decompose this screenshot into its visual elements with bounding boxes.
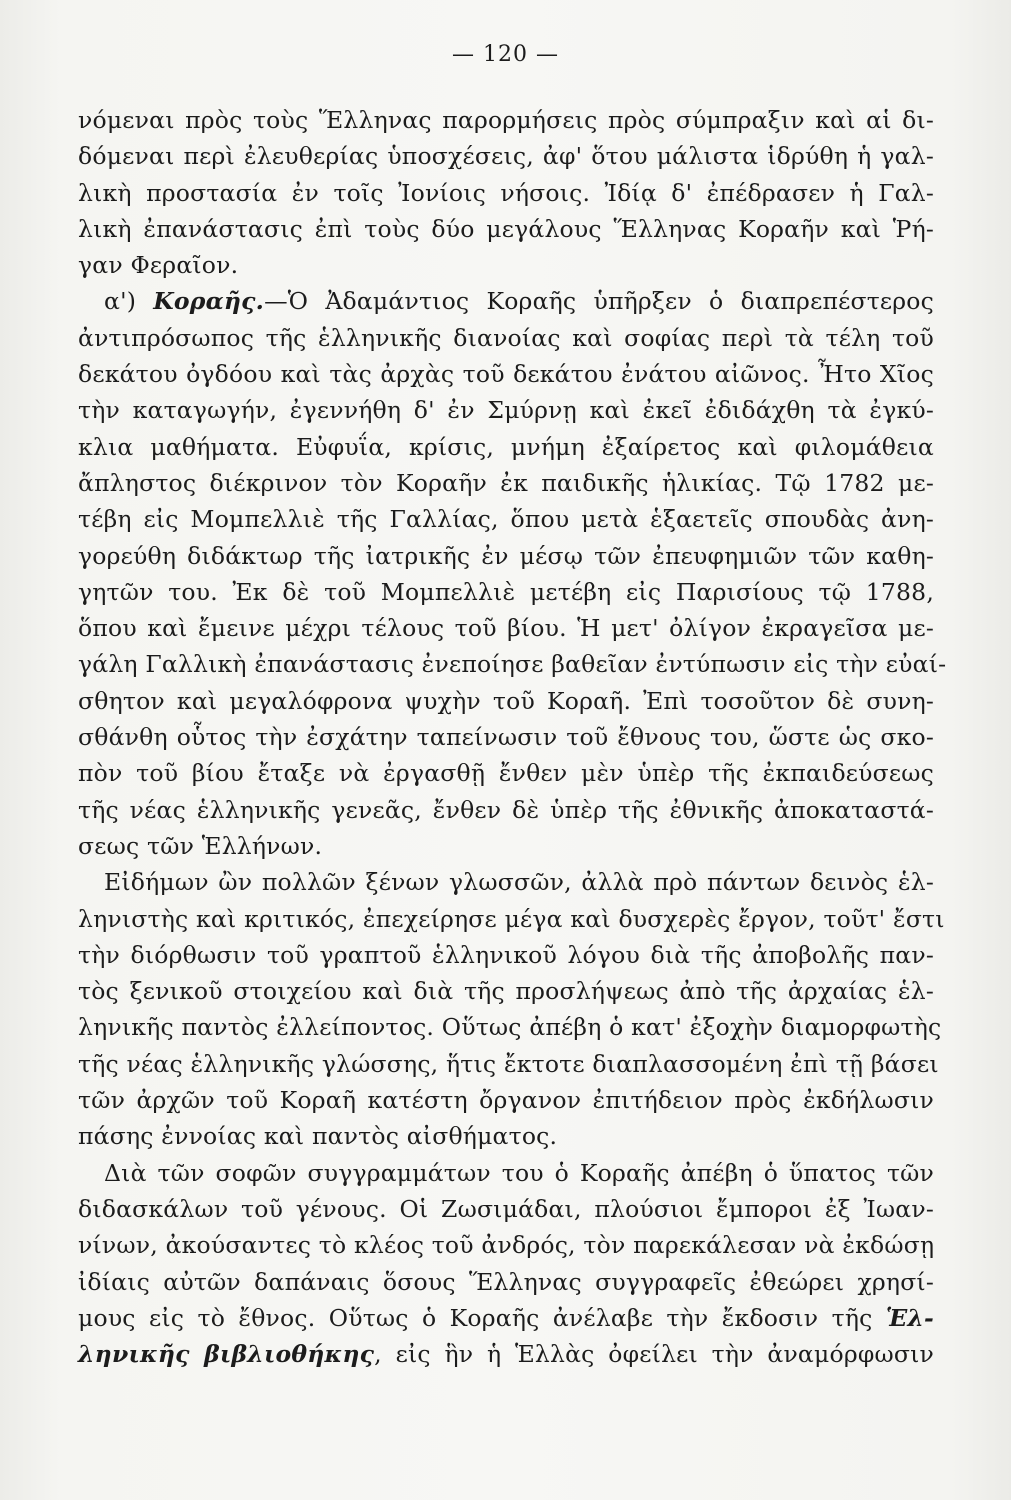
page-number: — 120 —: [452, 42, 559, 67]
text-line: σεως τῶν Ἑλλήνων.: [78, 831, 323, 860]
text-line: ἀντιπρόσωπος τῆς ἑλληνικῆς διανοίας καὶ σοφίας περὶ τὰ τέλη τοῦ: [78, 323, 934, 352]
text-line: δεκάτου ὀγδόου καὶ τὰς ἀρχὰς τοῦ δεκάτου ἐνάτου αἰῶνος. Ἦτο Χῖος: [78, 360, 934, 389]
text-line: τὸς ξενικοῦ στοιχείου καὶ διὰ τῆς προσλήψεως ἀπὸ τῆς ἀρχαίας ἑλ-: [78, 977, 934, 1006]
section-heading: Κοραῆς.: [153, 287, 265, 316]
paragraph-3: [78, 864, 945, 1154]
text-line-with-title: [78, 1336, 934, 1372]
text-line: τὴν καταγωγήν, ἐγεννήθη δ' ἐν Σμύρνῃ καὶ ἐκεῖ ἐδιδάχθη τὰ ἐγκύ-: [78, 396, 934, 425]
text-line: τὴν διόρθωσιν τοῦ γραπτοῦ ἑλληνικοῦ λόγου διὰ τῆς ἀποβολῆς παν-: [78, 940, 934, 969]
text-line: Εἰδήμων ὢν πολλῶν ξένων γλωσσῶν, ἀλλὰ πρὸ πάντων δεινὸς ἑλ-: [104, 868, 934, 897]
paragraph-1: [78, 102, 934, 283]
text-line: πὸν τοῦ βίου ἔταξε νὰ ἐργασθῇ ἔνθεν μὲν ὑπὲρ τῆς ἐκπαιδεύσεως: [78, 759, 934, 788]
text-line: γάλη Γαλλικὴ ἐπανάστασις ἐνεποίησε βαθεῖαν ἐντύπωσιν εἰς τὴν εὐαί-: [78, 650, 947, 679]
text-line: ὅπου καὶ ἔμεινε μέχρι τέλους τοῦ βίου. Ἡ μετ' ὀλίγον ἐκραγεῖσα με-: [78, 614, 934, 643]
text-line: πάσης ἐννοίας καὶ παντὸς αἰσθήματος.: [78, 1122, 558, 1151]
paragraph-4: [78, 1155, 934, 1373]
text-line: λικὴ ἐπανάστασις ἐπὶ τοὺς δύο μεγάλους Ἕλληνας Κοραῆν καὶ Ῥή-: [78, 214, 934, 243]
text-line: διδασκάλων τοῦ γένους. Οἱ Ζωσιμάδαι, πλούσιοι ἔμποροι ἐξ Ἰωαν-: [78, 1194, 934, 1223]
text-line: νίνων, ἀκούσαντες τὸ κλέος τοῦ ἀνδρός, τὸν παρεκάλεσαν νὰ ἐκδώσῃ: [78, 1231, 935, 1260]
body-text: [78, 102, 947, 1372]
text-line-with-title: [78, 1300, 934, 1336]
text-line-rest: , εἰς ἣν ἡ Ἑλλὰς ὀφείλει τὴν ἀναμόρφωσιν: [374, 1340, 934, 1369]
paragraph-korais: [78, 283, 947, 864]
text-line: ἄπληστος διέκρινον τὸν Κοραῆν ἐκ παιδικῆς ἡλικίας. Τῷ 1782 με-: [78, 468, 934, 497]
section-heading-line: [78, 283, 934, 319]
text-line: ληνικῆς παντὸς ἐλλείποντος. Οὕτως ἀπέβη ὁ κατ' ἐξοχὴν διαμορφωτὴς: [78, 1013, 942, 1042]
text-line: τῆς νέας ἑλληνικῆς γενεᾶς, ἔνθεν δὲ ὑπὲρ τῆς ἐθνικῆς ἀποκαταστά-: [78, 795, 934, 824]
text-line: γαν Φεραῖον.: [78, 251, 239, 280]
text-line: σθητον καὶ μεγαλόφρονα ψυχὴν τοῦ Κοραῆ. Ἐπὶ τοσοῦτον δὲ συνη-: [78, 686, 934, 715]
text-line: γητῶν του. Ἐκ δὲ τοῦ Μομπελλιὲ μετέβη εἰς Παρισίους τῷ 1788,: [78, 577, 934, 606]
text-line-start: μους εἰς τὸ ἔθνος. Οὕτως ὁ Κοραῆς ἀνέλαβε τὴν ἔκδοσιν τῆς: [78, 1303, 886, 1332]
book-title-part-1: Ἑλ-: [885, 1303, 934, 1332]
text-line: τῶν ἀρχῶν τοῦ Κοραῆ κατέστη ὄργανον ἐπιτήδειον πρὸς ἐκδήλωσιν: [78, 1086, 934, 1115]
text-line: νόμεναι πρὸς τοὺς Ἕλληνας παρορμήσεις πρὸς σύμπραξιν καὶ αἱ δι-: [78, 106, 934, 134]
text-line: σθάνθη οὗτος τὴν ἐσχάτην ταπείνωσιν τοῦ ἔθνους του, ὥστε ὡς σκο-: [78, 723, 934, 752]
book-title-part-2: ληνικῆς βιβλιοθήκης: [78, 1340, 375, 1369]
text-line-rest: —Ὁ Ἀδαμάντιος Κοραῆς ὑπῆρξεν ὁ διαπρεπέστερος: [264, 287, 934, 316]
text-line: δόμεναι περὶ ἐλευθερίας ὑποσχέσεις, ἀφ' ὅτου μάλιστα ἱδρύθη ἡ γαλ-: [78, 142, 934, 171]
text-line: τέβη εἰς Μομπελλιὲ τῆς Γαλλίας, ὅπου μετὰ ἑξαετεῖς σπουδὰς ἀνη-: [78, 505, 934, 534]
text-line: ληνιστὴς καὶ κριτικός, ἐπεχείρησε μέγα καὶ δυσχερὲς ἔργον, τοῦτ' ἔστι: [78, 904, 945, 933]
text-line: ἰδίαις αὐτῶν δαπάναις ὅσους Ἕλληνας συγγραφεῖς ἐθεώρει χρησί-: [78, 1267, 934, 1296]
text-line: Διὰ τῶν σοφῶν συγγραμμάτων του ὁ Κοραῆς ἀπέβη ὁ ὕπατος τῶν: [104, 1158, 934, 1187]
section-label: α'): [104, 287, 154, 316]
text-line: τῆς νέας ἑλληνικῆς γλώσσης, ἥτις ἔκτοτε διαπλασσομένη ἐπὶ τῇ βάσει: [78, 1049, 939, 1078]
text-line: γορεύθη διδάκτωρ τῆς ἰατρικῆς ἐν μέσῳ τῶν ἐπευφημιῶν τῶν καθη-: [78, 541, 934, 570]
text-line: κλια μαθήματα. Εὐφυΐα, κρίσις, μνήμη ἐξαίρετος καὶ φιλομάθεια: [78, 432, 934, 461]
text-line: λικὴ προστασία ἐν τοῖς Ἰονίοις νήσοις. Ἰδίᾳ δ' ἐπέδρασεν ἡ Γαλ-: [78, 178, 934, 207]
